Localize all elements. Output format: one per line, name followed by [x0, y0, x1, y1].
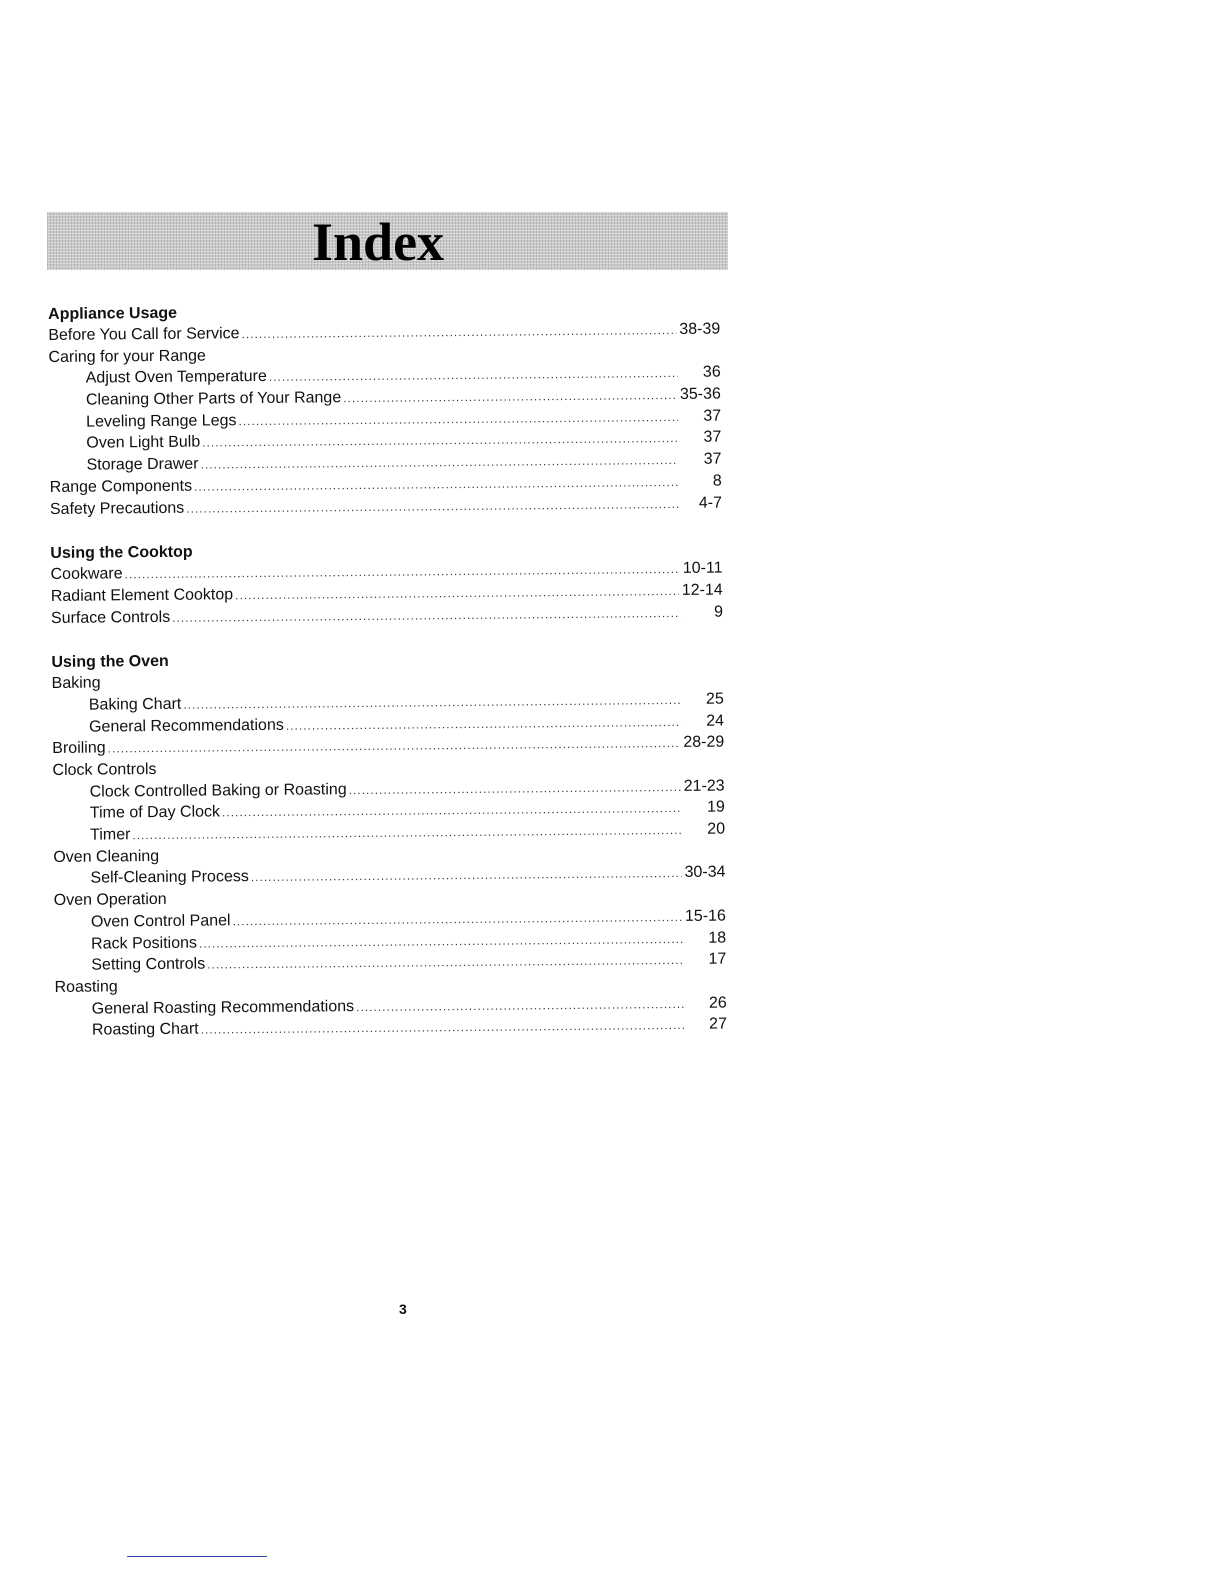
entry-page: 35-36 [679, 385, 721, 403]
section-heading: Using the Oven [51, 653, 169, 672]
entry-label: Before You Call for Service [48, 325, 240, 344]
entry-label: Caring for your Range [48, 347, 206, 366]
page-title: Index [312, 212, 445, 272]
entry-label: Oven Operation [53, 891, 167, 910]
entry-label: Safety Precautions [49, 499, 185, 518]
entry-label: Broiling [52, 739, 106, 758]
entry-label: Roasting [54, 978, 118, 996]
entry-label: Clock Controls [52, 760, 157, 779]
entry-label: Setting Controls [91, 955, 206, 974]
entry-label: Time of Day Clock [89, 803, 221, 822]
entry-label: General Recommendations [88, 716, 284, 736]
entry-label: Roasting Chart [91, 1020, 199, 1039]
entry-page: 27 [709, 1015, 728, 1033]
entry-label: Rack Positions [91, 934, 198, 953]
entry-page: 25 [705, 690, 724, 708]
entry-page: 17 [708, 950, 727, 968]
entry-label: Oven Light Bulb [86, 433, 201, 453]
entry-page: 37 [703, 407, 722, 425]
dot-leader [201, 1015, 684, 1041]
entry-label: Leveling Range Legs [86, 411, 237, 431]
entry-page: 28-29 [683, 733, 725, 752]
entry-label: Self-Cleaning Process [90, 868, 249, 888]
entry-label: Baking [51, 674, 101, 693]
entry-label: Clock Controlled Baking or Roasting [89, 780, 347, 801]
entry-page: 37 [703, 450, 722, 468]
dot-leader [349, 777, 681, 802]
entry-label: Oven Control Panel [90, 912, 231, 931]
entry-label: Adjust Oven Temperature [85, 368, 267, 388]
entry-page: 24 [706, 712, 725, 730]
dot-leader [356, 993, 684, 1018]
entry-page: 18 [708, 929, 727, 947]
dot-leader [207, 950, 683, 976]
entry-page: 37 [703, 428, 722, 447]
entry-page: 9 [713, 603, 724, 621]
entry-label: General Roasting Recommendations [91, 997, 355, 1018]
section-heading: Appliance Usage [48, 304, 178, 323]
entry-label: Radiant Element Cooktop [50, 586, 234, 605]
entry-label: Surface Controls [50, 608, 171, 627]
index-section [48, 299, 722, 521]
entry-page: 36 [702, 363, 721, 382]
entry-page: 12-14 [681, 581, 723, 599]
footer-rule [127, 1556, 267, 1557]
entry-label: Timer [90, 826, 131, 844]
dot-leader [186, 493, 679, 519]
entry-page: 20 [707, 820, 726, 838]
entry-label: Range Components [49, 477, 193, 496]
dot-leader [241, 320, 676, 346]
entry-page: 38-39 [679, 320, 721, 338]
section-heading: Using the Cooktop [50, 543, 193, 563]
entry-page: 15-16 [684, 907, 726, 925]
index-section [50, 538, 723, 630]
entry-label: Baking Chart [88, 695, 182, 714]
entry-page: 8 [712, 472, 722, 490]
entry-label: Cookware [50, 565, 123, 584]
dot-leader [172, 603, 680, 630]
dot-leader [251, 863, 682, 889]
entry-page: 10-11 [682, 559, 723, 578]
entry-page: 30-34 [684, 863, 726, 882]
index-section [51, 647, 727, 1042]
entry-page: 21-23 [683, 777, 725, 795]
index-list [48, 299, 727, 1042]
entry-label: Storage Drawer [86, 455, 199, 474]
page-number: 3 [399, 1301, 407, 1317]
entry-page: 19 [706, 798, 725, 817]
entry-page: 4-7 [698, 494, 723, 512]
entry-page: 26 [708, 994, 727, 1012]
entry-label: Oven Cleaning [53, 847, 160, 866]
entry-label: Cleaning Other Parts of Your Range [85, 389, 342, 409]
